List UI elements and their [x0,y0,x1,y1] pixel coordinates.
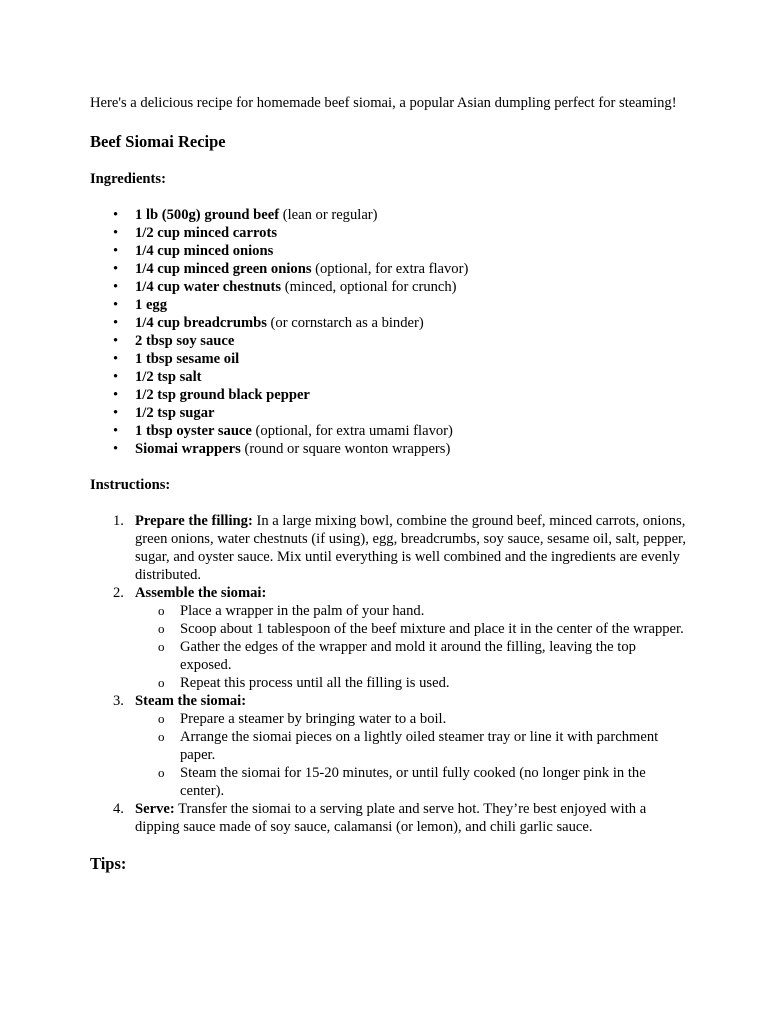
step-text: In a large mixing bowl, combine the ground beef, minced carrots, onions, green onions, water chestnuts (if using), egg, breadcrumbs, soy sauce, sesame oil, salt, pepper, sugar, and oyster sauce. Mix until everything is well combined and the ingredients are evenly distributed. [135,513,686,583]
instruction-step [113,692,690,800]
step-title: Assemble the siomai: [135,585,267,601]
ingredient-item [135,332,690,350]
instructions-heading: Instructions: [90,477,171,493]
step-title: Prepare the filling: [135,513,253,529]
ingredient-item [135,440,690,458]
instruction-step [113,512,690,584]
step-title: Steam the siomai: [135,693,247,709]
ingredient-name: Siomai wrappers [135,441,241,457]
step-number: 4. [113,801,124,817]
ingredient-note: (or cornstarch as a binder) [266,315,424,331]
substep-list [135,710,690,800]
ingredient-item [135,206,690,224]
ingredient-name: 1/2 tsp sugar [135,405,215,421]
document-body [90,94,690,874]
instruction-step [113,584,690,692]
ingredient-name: 1 egg [135,297,168,313]
substep-item: o Place a wrapper in the palm of your hand. [180,602,690,620]
step-title: Serve: [135,801,175,817]
instructions-list [90,512,690,836]
ingredients-list [90,206,690,458]
ingredient-name: 1 tbsp sesame oil [135,351,240,367]
ingredient-item [135,368,690,386]
ingredient-note: (optional, for extra umami flavor) [251,423,453,439]
ingredient-item [135,224,690,242]
ingredient-note: (minced, optional for crunch) [281,279,457,295]
ingredient-note: (lean or regular) [279,207,378,223]
substep-list [135,602,690,692]
ingredient-item [135,314,690,332]
ingredient-item [135,242,690,260]
step-number: 3. [113,693,124,709]
ingredient-item [135,386,690,404]
ingredient-item [135,278,690,296]
ingredient-name: 1/4 cup breadcrumbs [135,315,267,331]
ingredient-name: 1 lb (500g) ground beef [135,207,280,223]
substep-item: o Prepare a steamer by bringing water to a boil. [180,710,690,728]
ingredient-name: 2 tbsp soy sauce [135,333,235,349]
instruction-step [113,800,690,836]
ingredient-note: (optional, for extra flavor) [311,261,469,277]
ingredient-item [135,260,690,278]
step-number: 1. [113,513,124,529]
ingredient-note: (round or square wonton wrappers) [240,441,451,457]
substep-item: o Steam the siomai for 15-20 minutes, or until fully cooked (no longer pink in the center). [180,764,690,800]
ingredient-name: 1/4 cup minced onions [135,243,274,259]
step-number: 2. [113,585,124,601]
ingredient-item [135,350,690,368]
step-text: Transfer the siomai to a serving plate and serve hot. They’re best enjoyed with a dipping sauce made of soy sauce, calamansi (or lemon), and chili garlic sauce. [135,801,647,835]
ingredient-name: 1/4 cup minced green onions [135,261,312,277]
substep-item: o Repeat this process until all the filling is used. [180,674,690,692]
ingredient-name: 1/2 tsp salt [135,369,202,385]
substep-item: o Scoop about 1 tablespoon of the beef mixture and place it in the center of the wrapper. [180,620,690,638]
ingredient-item [135,296,690,314]
intro-paragraph: Here's a delicious recipe for homemade beef siomai, a popular Asian dumpling perfect for steaming! [90,95,677,111]
ingredient-name: 1/2 tsp ground black pepper [135,387,310,403]
ingredient-item [135,422,690,440]
tips-heading: Tips: [90,854,127,873]
ingredient-name: 1/4 cup water chestnuts [135,279,282,295]
ingredients-heading: Ingredients: [90,171,166,187]
substep-item: o Gather the edges of the wrapper and mold it around the filling, leaving the top exposed. [180,638,690,674]
substep-item: o Arrange the siomai pieces on a lightly oiled steamer tray or line it with parchment paper. [180,728,690,764]
recipe-title: Beef Siomai Recipe [90,132,226,151]
ingredient-name: 1/2 cup minced carrots [135,225,278,241]
ingredient-name: 1 tbsp oyster sauce [135,423,252,439]
ingredient-item [135,404,690,422]
